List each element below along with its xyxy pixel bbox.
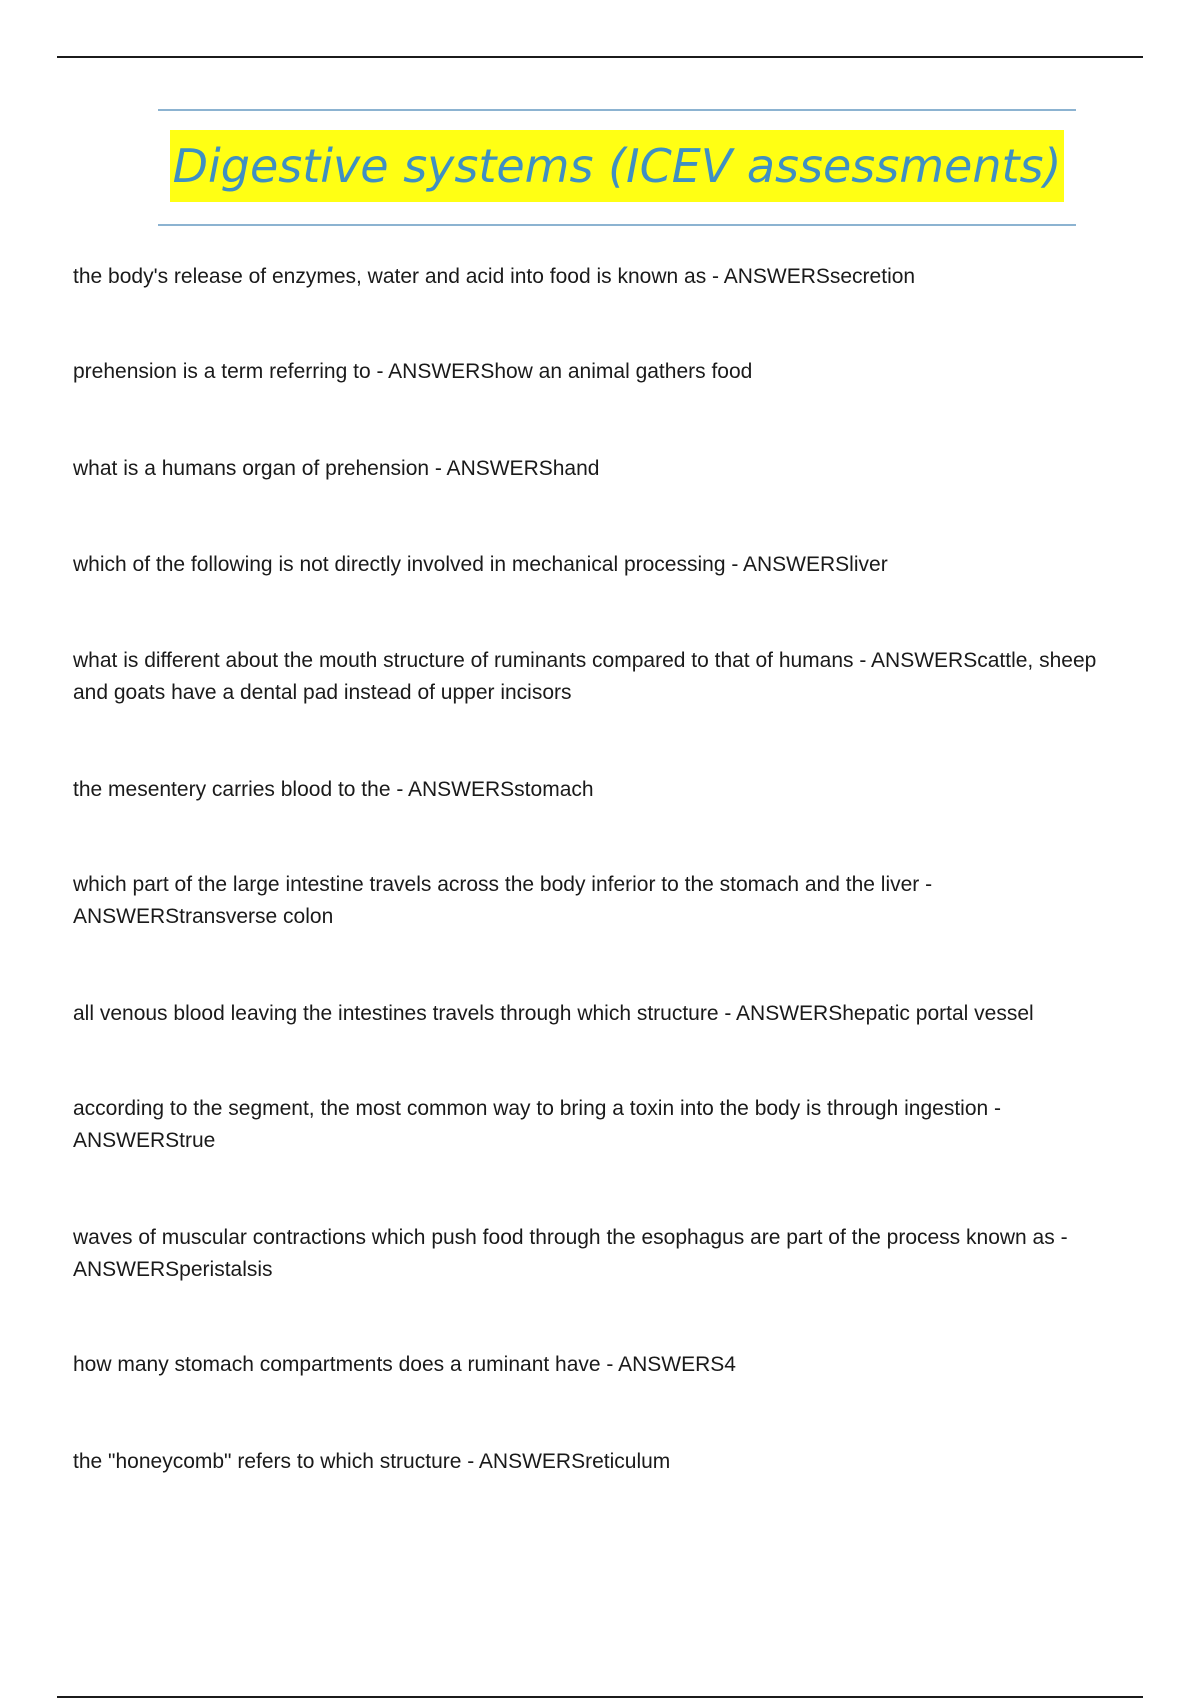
qa-item-prehension-term: prehension is a term referring to - ANSWERShow an animal gathers food — [73, 360, 753, 383]
qa-item-toxin-ingestion: according to the segment, the most common way to bring a toxin into the body is through ingestion - ANSWERStrue — [73, 1097, 1002, 1152]
qa-item-peristalsis: waves of muscular contractions which push food through the esophagus are part of the process known as - ANSWERSperistalsis — [73, 1226, 1068, 1281]
qa-item-honeycomb: the "honeycomb" refers to which structure - ANSWERSreticulum — [73, 1450, 671, 1473]
title-wrapper — [158, 130, 1076, 202]
page-top-rule — [57, 56, 1143, 58]
qa-item-stomach-compartments: how many stomach compartments does a ruminant have - ANSWERS4 — [73, 1353, 736, 1376]
qa-item-mesentery: the mesentery carries blood to the - ANSWERSstomach — [73, 778, 594, 801]
qa-item-secretion: the body's release of enzymes, water and acid into food is known as - ANSWERSsecretion — [73, 265, 916, 288]
title-lower-rule — [158, 224, 1076, 226]
qa-item-ruminant-mouth: what is different about the mouth structure of ruminants compared to that of humans - ANSWERScattle, sheep and goats have a dental pad instead of upper incisors — [73, 649, 1097, 704]
page-bottom-rule — [57, 1696, 1143, 1698]
title-block — [158, 109, 1076, 226]
qa-item-transverse-colon: which part of the large intestine travels across the body inferior to the stomach and the liver - ANSWERStransverse colon — [73, 873, 933, 928]
qa-item-mechanical-processing: which of the following is not directly involved in mechanical processing - ANSWERSliver — [73, 553, 888, 576]
qa-item-human-prehension-organ: what is a humans organ of prehension - ANSWERShand — [73, 457, 600, 480]
title-upper-rule — [158, 109, 1076, 111]
page-title: Digestive systems (ICEV assessments) — [170, 130, 1065, 202]
qa-item-hepatic-portal: all venous blood leaving the intestines travels through which structure - ANSWERShepatic portal vessel — [73, 1002, 1034, 1025]
